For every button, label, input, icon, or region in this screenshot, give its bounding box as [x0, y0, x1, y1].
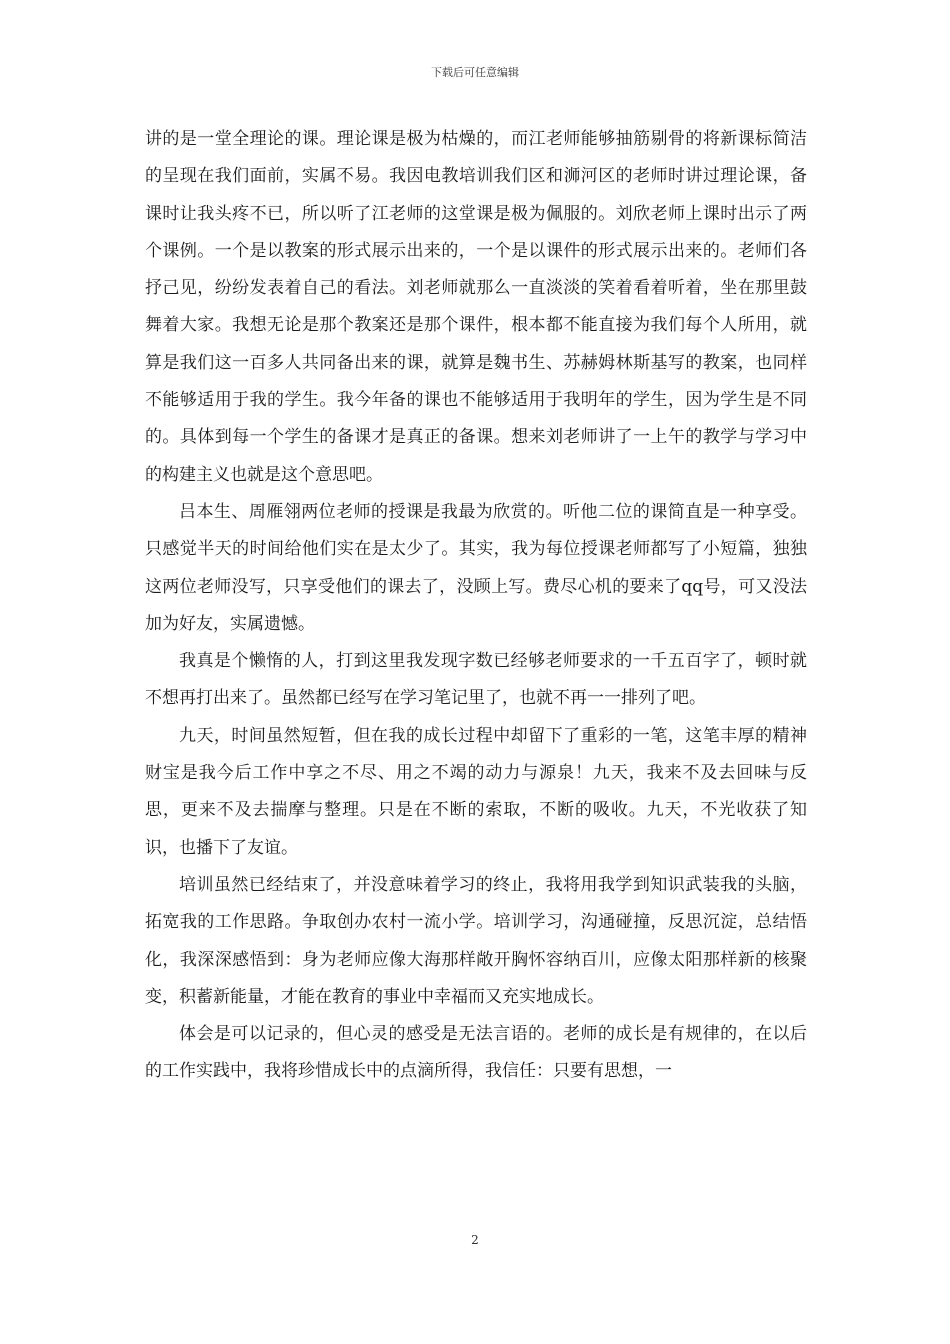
page-number: 2 — [471, 1233, 479, 1247]
paragraph-5: 培训虽然已经结束了，并没意味着学习的终止，我将用我学到知识武装我的头脑，拓宽我的工作思路。争取创办农村一流小学。培训学习，沟通碰撞，反思沉淀，总结悟化，我深深感悟到：身为老师应像大海那样敞开胸怀容纳百川，应像太阳那样新的核聚变，积蓄新能量，才能在教育的事业中幸福而又充实地成长。 — [145, 874, 807, 1007]
paragraph-3: 我真是个懒惰的人，打到这里我发现字数已经够老师要求的一千五百字了，顿时就不想再打出来了。虽然都已经写在学习笔记里了，也就不再一一排列了吧。 — [145, 651, 807, 709]
paragraph-6: 体会是可以记录的，但心灵的感受是无法言语的。老师的成长是有规律的，在以后的工作实践中，我将珍惜成长中的点滴所得，我信任：只要有思想，一 — [145, 1024, 807, 1082]
page-header: 下载后可任意编辑 — [431, 66, 519, 79]
paragraph-2: 吕本生、周雁翎两位老师的授课是我最为欣赏的。听他二位的课简直是一种享受。只感觉半天的时间给他们实在是太少了。其实，我为每位授课老师都写了小短篇，独独这两位老师没写，只享受他们的课去了，没顾上写。费尽心机的要来了qq号，可又没法加为好友，实属遗憾。 — [145, 501, 807, 634]
paragraph-1: 讲的是一堂全理论的课。理论课是极为枯燥的，而江老师能够抽筋剔骨的将新课标简洁的呈现在我们面前，实属不易。我因电教培训我们区和浉河区的老师时讲过理论课，备课时让我头疼不已，所以听了江老师的这堂课是极为佩服的。刘欣老师上课时出示了两个课例。一个是以教案的形式展示出来的，一个是以课件的形式展示出来的。老师们各抒己见，纷纷发表着自己的看法。刘老师就那么一直淡淡的笑着看着听着，坐在那里鼓舞着大家。我想无论是那个教案还是那个课件，根本都不能直接为我们每个人所用，就算是我们这一百多人共同备出来的课，就算是魏书生、苏赫姆林斯基写的教案，也同样不能够适用于我的学生。我今年备的课也不能够适用于我明年的学生，因为学生是不同的。具体到每一个学生的备课才是真正的备课。想来刘老师讲了一上午的教学与学习中的构建主义也就是这个意思吧。 — [145, 129, 807, 485]
paragraph-4: 九天，时间虽然短暂，但在我的成长过程中却留下了重彩的一笔，这笔丰厚的精神财宝是我今后工作中享之不尽、用之不竭的动力与源泉！九天，我来不及去回味与反思，更来不及去揣摩与整理。只是在不断的索取，不断的吸收。九天，不光收获了知识，也播下了友谊。 — [145, 725, 807, 858]
document-body — [145, 121, 807, 1091]
